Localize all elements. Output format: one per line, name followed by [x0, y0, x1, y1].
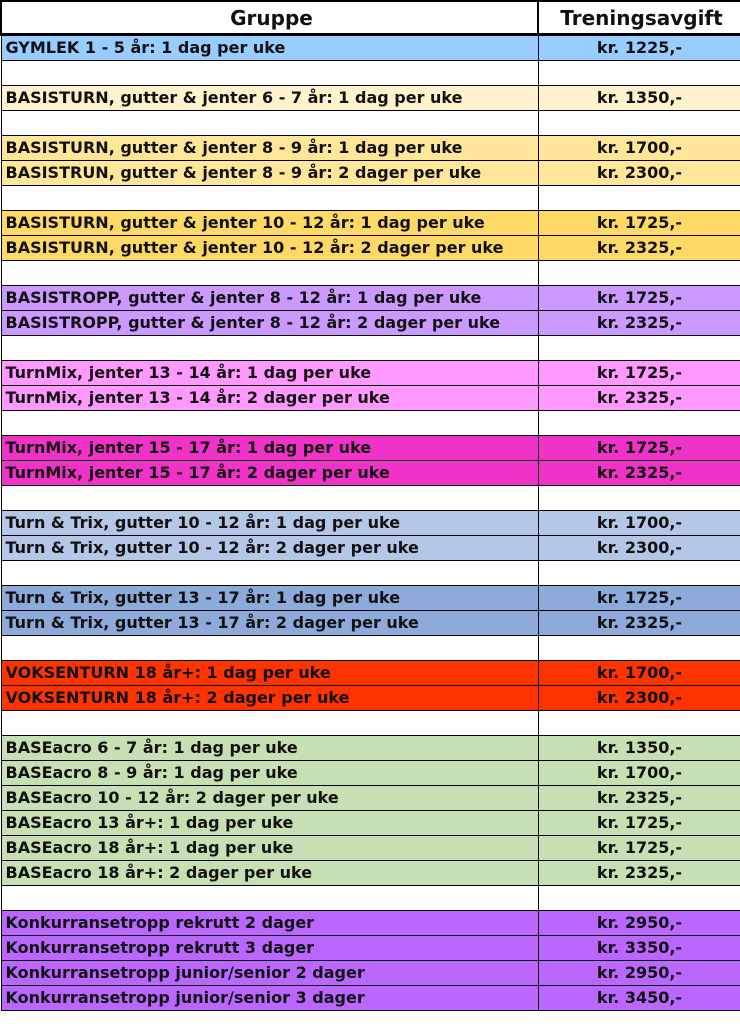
fee-cell: kr. 2325,-: [538, 786, 740, 811]
table-row: [1, 761, 740, 786]
table-row: [1, 386, 740, 411]
group-cell: BASEacro 18 år+: 1 dag per uke: [1, 836, 538, 861]
group-cell: TurnMix, jenter 13 - 14 år: 2 dager per uke: [1, 386, 538, 411]
table-row: [1, 611, 740, 636]
fee-cell: kr. 1700,-: [538, 661, 740, 686]
table-row: [1, 286, 740, 311]
table-row: [1, 936, 740, 961]
group-cell: BASISTROPP, gutter & jenter 8 - 12 år: 1 dag per uke: [1, 286, 538, 311]
fee-cell: [538, 111, 740, 136]
table-row: [1, 911, 740, 936]
fee-cell: kr. 2325,-: [538, 861, 740, 886]
table-row: [1, 236, 740, 261]
spacer-row: [1, 336, 740, 361]
group-cell: BASISTURN, gutter & jenter 8 - 9 år: 1 dag per uke: [1, 136, 538, 161]
group-cell: [1, 711, 538, 736]
header-row: [1, 1, 740, 35]
fee-cell: kr. 2325,-: [538, 611, 740, 636]
spacer-row: [1, 886, 740, 911]
fee-cell: kr. 3350,-: [538, 936, 740, 961]
spacer-row: [1, 561, 740, 586]
group-cell: TurnMix, jenter 13 - 14 år: 1 dag per uke: [1, 361, 538, 386]
fee-cell: [538, 486, 740, 511]
fee-cell: kr. 1700,-: [538, 136, 740, 161]
table-row: [1, 136, 740, 161]
group-cell: BASEacro 6 - 7 år: 1 dag per uke: [1, 736, 538, 761]
table-row: [1, 811, 740, 836]
group-cell: Turn & Trix, gutter 10 - 12 år: 2 dager per uke: [1, 536, 538, 561]
table-row: [1, 586, 740, 611]
group-cell: [1, 886, 538, 911]
group-cell: BASISTRUN, gutter & jenter 8 - 9 år: 2 dager per uke: [1, 161, 538, 186]
spacer-row: [1, 61, 740, 86]
group-cell: GYMLEK 1 - 5 år: 1 dag per uke: [1, 35, 538, 61]
group-column-header: Gruppe: [1, 1, 538, 35]
fee-cell: [538, 711, 740, 736]
group-cell: Turn & Trix, gutter 13 - 17 år: 1 dag per uke: [1, 586, 538, 611]
fee-cell: [538, 886, 740, 911]
group-cell: Konkurransetropp junior/senior 3 dager: [1, 986, 538, 1011]
group-cell: BASEacro 8 - 9 år: 1 dag per uke: [1, 761, 538, 786]
spacer-row: [1, 411, 740, 436]
table-row: [1, 311, 740, 336]
group-cell: [1, 61, 538, 86]
fee-cell: [538, 561, 740, 586]
fee-cell: kr. 2950,-: [538, 911, 740, 936]
fee-cell: kr. 1725,-: [538, 286, 740, 311]
table-row: [1, 161, 740, 186]
table-row: [1, 836, 740, 861]
table-row: [1, 736, 740, 761]
fee-cell: kr. 3450,-: [538, 986, 740, 1011]
fee-cell: kr. 1725,-: [538, 811, 740, 836]
table-row: [1, 211, 740, 236]
fee-column-header: Treningsavgift: [538, 1, 740, 35]
group-cell: BASISTURN, gutter & jenter 6 - 7 år: 1 dag per uke: [1, 86, 538, 111]
fee-cell: kr. 2325,-: [538, 386, 740, 411]
fee-cell: kr. 1725,-: [538, 436, 740, 461]
group-cell: BASISTROPP, gutter & jenter 8 - 12 år: 2 dager per uke: [1, 311, 538, 336]
fee-cell: kr. 1700,-: [538, 761, 740, 786]
group-cell: Konkurransetropp junior/senior 2 dager: [1, 961, 538, 986]
group-cell: [1, 261, 538, 286]
group-cell: BASEacro 13 år+: 1 dag per uke: [1, 811, 538, 836]
table-row: [1, 511, 740, 536]
spacer-row: [1, 261, 740, 286]
spacer-row: [1, 711, 740, 736]
group-cell: [1, 561, 538, 586]
table-row: [1, 461, 740, 486]
group-cell: VOKSENTURN 18 år+: 2 dager per uke: [1, 686, 538, 711]
table-row: [1, 686, 740, 711]
group-cell: TurnMix, jenter 15 - 17 år: 2 dager per uke: [1, 461, 538, 486]
fee-cell: kr. 1725,-: [538, 586, 740, 611]
table-row: [1, 361, 740, 386]
fee-cell: [538, 261, 740, 286]
group-cell: BASEacro 18 år+: 2 dager per uke: [1, 861, 538, 886]
group-cell: [1, 411, 538, 436]
fee-cell: [538, 186, 740, 211]
group-cell: BASISTURN, gutter & jenter 10 - 12 år: 2 dager per uke: [1, 236, 538, 261]
spacer-row: [1, 486, 740, 511]
fee-cell: kr. 2325,-: [538, 311, 740, 336]
group-cell: [1, 336, 538, 361]
fee-cell: kr. 1725,-: [538, 836, 740, 861]
spacer-row: [1, 636, 740, 661]
fee-cell: [538, 636, 740, 661]
group-cell: [1, 636, 538, 661]
group-cell: BASISTURN, gutter & jenter 10 - 12 år: 1 dag per uke: [1, 211, 538, 236]
fee-table-body: [1, 35, 740, 1011]
table-row: [1, 661, 740, 686]
table-row: [1, 35, 740, 61]
fee-cell: kr. 1225,-: [538, 35, 740, 61]
fee-cell: kr. 1350,-: [538, 86, 740, 111]
group-cell: BASEacro 10 - 12 år: 2 dager per uke: [1, 786, 538, 811]
table-row: [1, 986, 740, 1011]
fee-cell: kr. 1700,-: [538, 511, 740, 536]
group-cell: [1, 486, 538, 511]
group-cell: VOKSENTURN 18 år+: 1 dag per uke: [1, 661, 538, 686]
table-row: [1, 536, 740, 561]
fee-cell: [538, 61, 740, 86]
fee-cell: kr. 1725,-: [538, 361, 740, 386]
fee-cell: kr. 2950,-: [538, 961, 740, 986]
group-cell: Turn & Trix, gutter 13 - 17 år: 2 dager per uke: [1, 611, 538, 636]
group-cell: Turn & Trix, gutter 10 - 12 år: 1 dag per uke: [1, 511, 538, 536]
fee-cell: kr. 1350,-: [538, 736, 740, 761]
table-row: [1, 86, 740, 111]
fee-cell: kr. 2325,-: [538, 461, 740, 486]
fee-cell: [538, 336, 740, 361]
group-cell: [1, 111, 538, 136]
fee-cell: kr. 2325,-: [538, 236, 740, 261]
fee-cell: kr. 2300,-: [538, 161, 740, 186]
table-row: [1, 436, 740, 461]
group-cell: [1, 186, 538, 211]
group-cell: Konkurransetropp rekrutt 3 dager: [1, 936, 538, 961]
fee-cell: [538, 411, 740, 436]
table-row: [1, 961, 740, 986]
table-row: [1, 861, 740, 886]
table-row: [1, 786, 740, 811]
spacer-row: [1, 186, 740, 211]
fee-cell: kr. 1725,-: [538, 211, 740, 236]
group-cell: TurnMix, jenter 15 - 17 år: 1 dag per uke: [1, 436, 538, 461]
spacer-row: [1, 111, 740, 136]
fee-cell: kr. 2300,-: [538, 686, 740, 711]
group-cell: Konkurransetropp rekrutt 2 dager: [1, 911, 538, 936]
fee-cell: kr. 2300,-: [538, 536, 740, 561]
